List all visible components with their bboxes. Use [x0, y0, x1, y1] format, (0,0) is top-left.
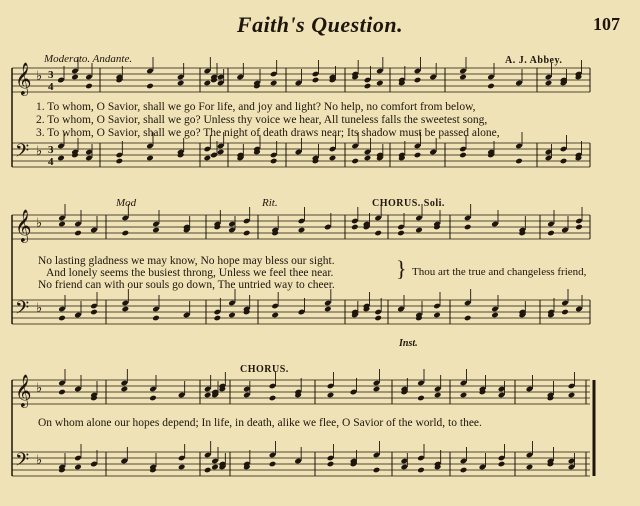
notehead	[74, 230, 82, 237]
notehead	[568, 392, 576, 399]
notehead	[204, 155, 212, 162]
notehead	[152, 227, 160, 234]
time-sig-top: 3	[48, 144, 54, 156]
time-sig-top: 3	[48, 69, 54, 81]
notehead	[152, 315, 160, 322]
notehead	[58, 221, 66, 228]
time-sig-bottom: 4	[48, 156, 54, 168]
notehead	[459, 152, 467, 159]
notehead	[329, 155, 337, 162]
system-1-flat: ♭	[36, 144, 43, 159]
page-title: Faith's Question.	[236, 12, 404, 37]
system-3-treble-clef: 𝄞	[15, 374, 32, 407]
composer-credit: A. J. Abbey.	[505, 55, 563, 66]
notehead	[364, 155, 372, 162]
notehead	[414, 152, 422, 159]
notehead	[214, 315, 222, 322]
system-2-flat: ♭	[36, 301, 43, 316]
verse-brace: }	[396, 256, 407, 281]
notehead	[526, 464, 534, 471]
notehead	[90, 309, 98, 316]
notehead	[460, 467, 468, 474]
page-number: 107	[593, 14, 620, 34]
notehead	[415, 227, 423, 234]
notehead	[324, 306, 332, 313]
inst-marking: Inst.	[399, 338, 418, 349]
notehead	[417, 467, 425, 474]
system-1-bass-clef: 𝄢	[15, 141, 30, 166]
verse-1-line: 1. To whom, O Savior, shall we go For life, and joy and light? No help, no comfort from below,	[36, 101, 476, 113]
notehead	[57, 155, 65, 162]
notehead	[487, 83, 495, 90]
notehead	[204, 467, 212, 474]
notehead	[417, 395, 425, 402]
notehead	[414, 77, 422, 84]
notehead	[351, 224, 359, 231]
rit-marking: Rit.	[262, 197, 278, 209]
notehead	[270, 80, 278, 87]
notehead	[204, 80, 212, 87]
notehead	[327, 461, 335, 468]
notehead	[228, 312, 236, 319]
notehead	[464, 315, 472, 322]
verse-3-line: 3. To whom, O Savior, shall we go? The night of death draws near; Its shadow must be passed alone,	[36, 127, 500, 139]
notehead	[298, 227, 306, 234]
notehead	[498, 461, 506, 468]
notehead	[364, 83, 372, 90]
notehead	[243, 230, 251, 237]
chorus-lyric: On whom alone our hopes depend; In life, in death, alike we flee, O Savior of the world, to thee.	[38, 417, 482, 429]
system-3-bass-clef: 𝄢	[15, 450, 30, 475]
chorus-line: Thou art the true and changeless friend,	[412, 266, 587, 278]
mod-marking: Mod	[116, 197, 137, 209]
notehead	[211, 464, 219, 471]
notehead	[547, 230, 555, 237]
notehead	[270, 158, 278, 165]
notehead	[58, 315, 66, 322]
verse-3-line-2: No friend can with our souls go down, The untried way to cheer.	[38, 279, 335, 291]
notehead	[85, 83, 93, 90]
system-3-flat: ♭	[36, 453, 43, 468]
notehead	[146, 155, 154, 162]
notehead	[269, 395, 277, 402]
notehead	[545, 80, 553, 87]
notehead	[433, 312, 441, 319]
notehead	[434, 392, 442, 399]
notehead	[351, 158, 359, 165]
notehead	[397, 230, 405, 237]
verse-2-line-2: And lonely seems the busiest throng, Unless we feel thee near.	[46, 267, 334, 279]
system-2-bass-clef: 𝄢	[15, 298, 30, 323]
notehead	[373, 386, 381, 393]
notehead	[74, 464, 82, 471]
notehead	[58, 389, 66, 396]
notehead	[71, 74, 79, 81]
time-sig-bottom: 4	[48, 81, 54, 93]
notehead	[327, 392, 335, 399]
system-1-treble-clef: 𝄞	[15, 62, 32, 95]
notehead	[122, 230, 130, 237]
notehead	[121, 386, 129, 393]
chorus-label: CHORUS.	[240, 364, 289, 375]
notehead	[464, 224, 472, 231]
notehead	[204, 392, 212, 399]
notehead	[149, 395, 157, 402]
notehead	[561, 309, 569, 316]
notehead	[116, 158, 124, 165]
notehead	[177, 80, 185, 87]
tempo-marking: Moderato. Andante.	[44, 53, 133, 65]
verse-2-line: 2. To whom, O Savior, shall we go? Unless thy voice we hear, All tuneless falls the sweetest song,	[36, 114, 488, 126]
notehead	[271, 312, 279, 319]
chorus-soli-label: CHORUS. Soli.	[372, 198, 445, 209]
notehead	[146, 83, 154, 90]
notehead	[373, 467, 381, 474]
system-2-flat: ♭	[36, 216, 43, 231]
notehead	[178, 464, 186, 471]
notehead	[374, 315, 382, 322]
notehead	[376, 80, 384, 87]
notehead	[560, 158, 568, 165]
notehead	[459, 74, 467, 81]
notehead	[575, 224, 583, 231]
notehead	[491, 312, 499, 319]
notehead	[460, 392, 468, 399]
notehead	[122, 306, 130, 313]
notehead	[269, 461, 277, 468]
system-3-flat: ♭	[36, 381, 43, 396]
notehead	[312, 77, 320, 84]
notehead	[515, 158, 523, 165]
system-1-flat: ♭	[36, 69, 43, 84]
system-2-treble-clef: 𝄞	[15, 209, 32, 242]
notehead	[217, 149, 225, 156]
verse-1-line-2: No lasting gladness we may know, No hope may bless our sight.	[38, 255, 335, 267]
notehead	[374, 230, 382, 237]
